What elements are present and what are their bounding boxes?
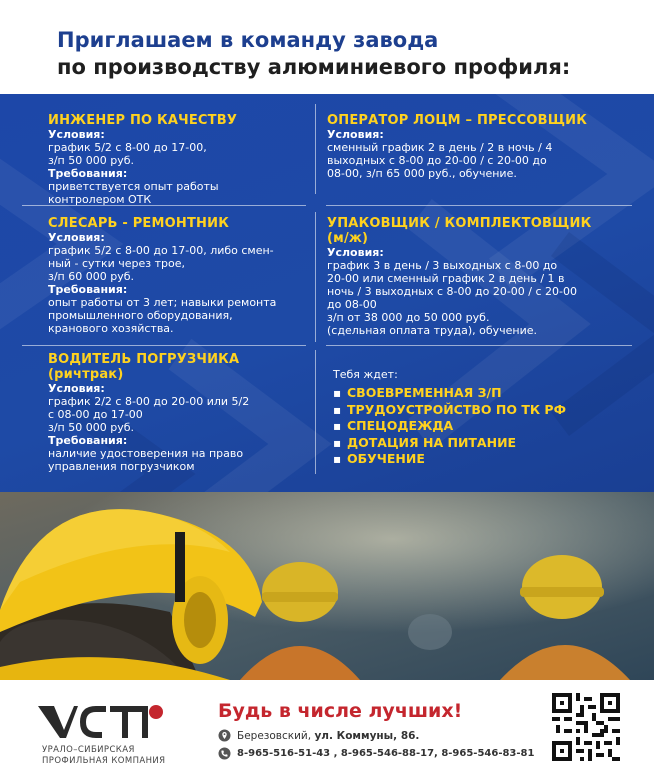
workers-illustration — [0, 492, 654, 680]
header-line-1: Приглашаем в команду завода — [57, 28, 439, 52]
benefits-list — [333, 385, 633, 468]
conditions-label: Условия: — [48, 382, 105, 395]
benefit-item: ▪ СВОЕВРЕМЕННАЯ З/П — [333, 385, 502, 400]
company-logo-icon — [36, 700, 166, 742]
conditions-label: Условия: — [48, 128, 105, 141]
bullet-icon: ▪ — [333, 452, 342, 466]
requirements-label: Требования: — [48, 434, 128, 447]
horizontal-divider — [22, 345, 306, 346]
bullet-icon: ▪ — [333, 435, 342, 450]
conditions-line: с 08-00 до 17-00 — [48, 408, 143, 421]
vacancies-panel — [0, 94, 654, 492]
conditions-line: до 08-00 — [327, 298, 377, 311]
phone-numbers: 8-965-516-51-43 , 8-965-546-88-17, 8-965-546-83-81 — [237, 748, 535, 759]
conditions-label: Условия: — [48, 231, 105, 244]
conditions-line: график 5/2 с 8-00 до 17-00, либо смен- — [48, 244, 274, 257]
vacancy-title: СЛЕСАРЬ - РЕМОНТНИК — [48, 216, 230, 231]
conditions-line: з/п 50 000 руб. — [48, 421, 135, 434]
qr-code-icon — [552, 693, 620, 761]
header-line-2: по производству алюминиевого профиля: — [57, 55, 571, 79]
conditions-line: график 3 в день / 3 выходных с 8-00 до — [327, 259, 558, 272]
requirements-line: кранового хозяйства. — [48, 322, 174, 335]
vacancy-title: ОПЕРАТОР ЛОЦМ – ПРЕССОВЩИК — [327, 113, 588, 128]
vertical-divider — [315, 350, 316, 474]
conditions-line: ный - сутки через трое, — [48, 257, 185, 270]
vacancy-title-suffix: (ричтрак) — [48, 367, 124, 382]
bullet-icon: ▪ — [333, 386, 342, 400]
address-city: Березовский, — [237, 730, 315, 742]
company-name-line-2: ПРОФИЛЬНАЯ КОМПАНИЯ — [42, 756, 166, 766]
vacancy-repair-locksmith — [48, 216, 310, 335]
vacancy-title: УПАКОВЩИК / КОМПЛЕКТОВЩИК — [327, 216, 592, 231]
requirements-label: Требования: — [48, 283, 128, 296]
vacancy-quality-engineer — [48, 113, 310, 206]
vertical-divider — [315, 104, 316, 194]
vacancy-packer — [327, 216, 637, 337]
requirements-line: наличие удостоверения на право — [48, 447, 244, 460]
requirements-line: управления погрузчиком — [48, 460, 195, 473]
location-pin-icon — [218, 729, 231, 742]
requirements-line: приветствуется опыт работы — [48, 180, 219, 193]
slogan: Будь в числе лучших! — [218, 700, 463, 722]
company-name-line-1: УРАЛО–СИБИРСКАЯ — [42, 745, 135, 755]
address-street: ул. Коммуны, 86. — [314, 730, 420, 742]
horizontal-divider — [326, 205, 632, 206]
vacancy-title: ИНЖЕНЕР ПО КАЧЕСТВУ — [48, 113, 238, 128]
conditions-line: 20-00 или сменный график 2 в день / 1 в — [327, 272, 565, 285]
horizontal-divider — [326, 345, 632, 346]
benefit-item: ▪ ТРУДОУСТРОЙСТВО ПО ТК РФ — [333, 401, 566, 417]
conditions-label: Условия: — [327, 128, 384, 141]
bullet-icon: ▪ — [333, 419, 342, 433]
vertical-divider — [315, 212, 316, 342]
requirements-line: промышленного оборудования, — [48, 309, 233, 322]
vacancy-title-suffix: (м/ж) — [327, 231, 369, 246]
header — [0, 0, 654, 94]
benefit-item: ▪ ОБУЧЕНИЕ — [333, 451, 425, 466]
address — [237, 730, 419, 742]
conditions-line: з/п 50 000 руб. — [48, 154, 135, 167]
benefits-intro: Тебя ждет: — [333, 368, 398, 381]
vacancy-title: ВОДИТЕЛЬ ПОГРУЗЧИКА — [48, 352, 240, 367]
conditions-line: график 5/2 с 8-00 до 17-00, — [48, 141, 207, 154]
conditions-line: график 2/2 с 8-00 до 20-00 или 5/2 — [48, 395, 250, 408]
workers-photo — [0, 492, 654, 680]
benefit-item: ▪ СПЕЦОДЕЖДА — [333, 418, 454, 433]
vacancy-press-operator — [327, 113, 637, 180]
conditions-line: сменный график 2 в день / 2 в ночь / 4 — [327, 141, 553, 154]
conditions-line: ночь / 3 выходных с 8-00 до 20-00 / с 20-00 — [327, 285, 578, 298]
conditions-label: Условия: — [327, 246, 384, 259]
conditions-line: з/п от 38 000 до 50 000 руб. — [327, 311, 490, 324]
benefits-block — [333, 368, 633, 468]
conditions-line: (сдельная оплата труда), обучение. — [327, 324, 538, 337]
conditions-line: 08-00, з/п 65 000 руб., обучение. — [327, 167, 517, 180]
requirements-label: Требования: — [48, 167, 128, 180]
conditions-line: з/п 60 000 руб. — [48, 270, 135, 283]
conditions-line: выходных с 8-00 до 20-00 / с 20-00 до — [327, 154, 547, 167]
vacancy-forklift-driver — [48, 352, 310, 473]
phone-icon — [218, 747, 231, 760]
benefit-item: ▪ ДОТАЦИЯ НА ПИТАНИЕ — [333, 434, 517, 450]
bullet-icon: ▪ — [333, 402, 342, 417]
requirements-line: контролером ОТК — [48, 193, 152, 206]
requirements-line: опыт работы от 3 лет; навыки ремонта — [48, 296, 277, 309]
